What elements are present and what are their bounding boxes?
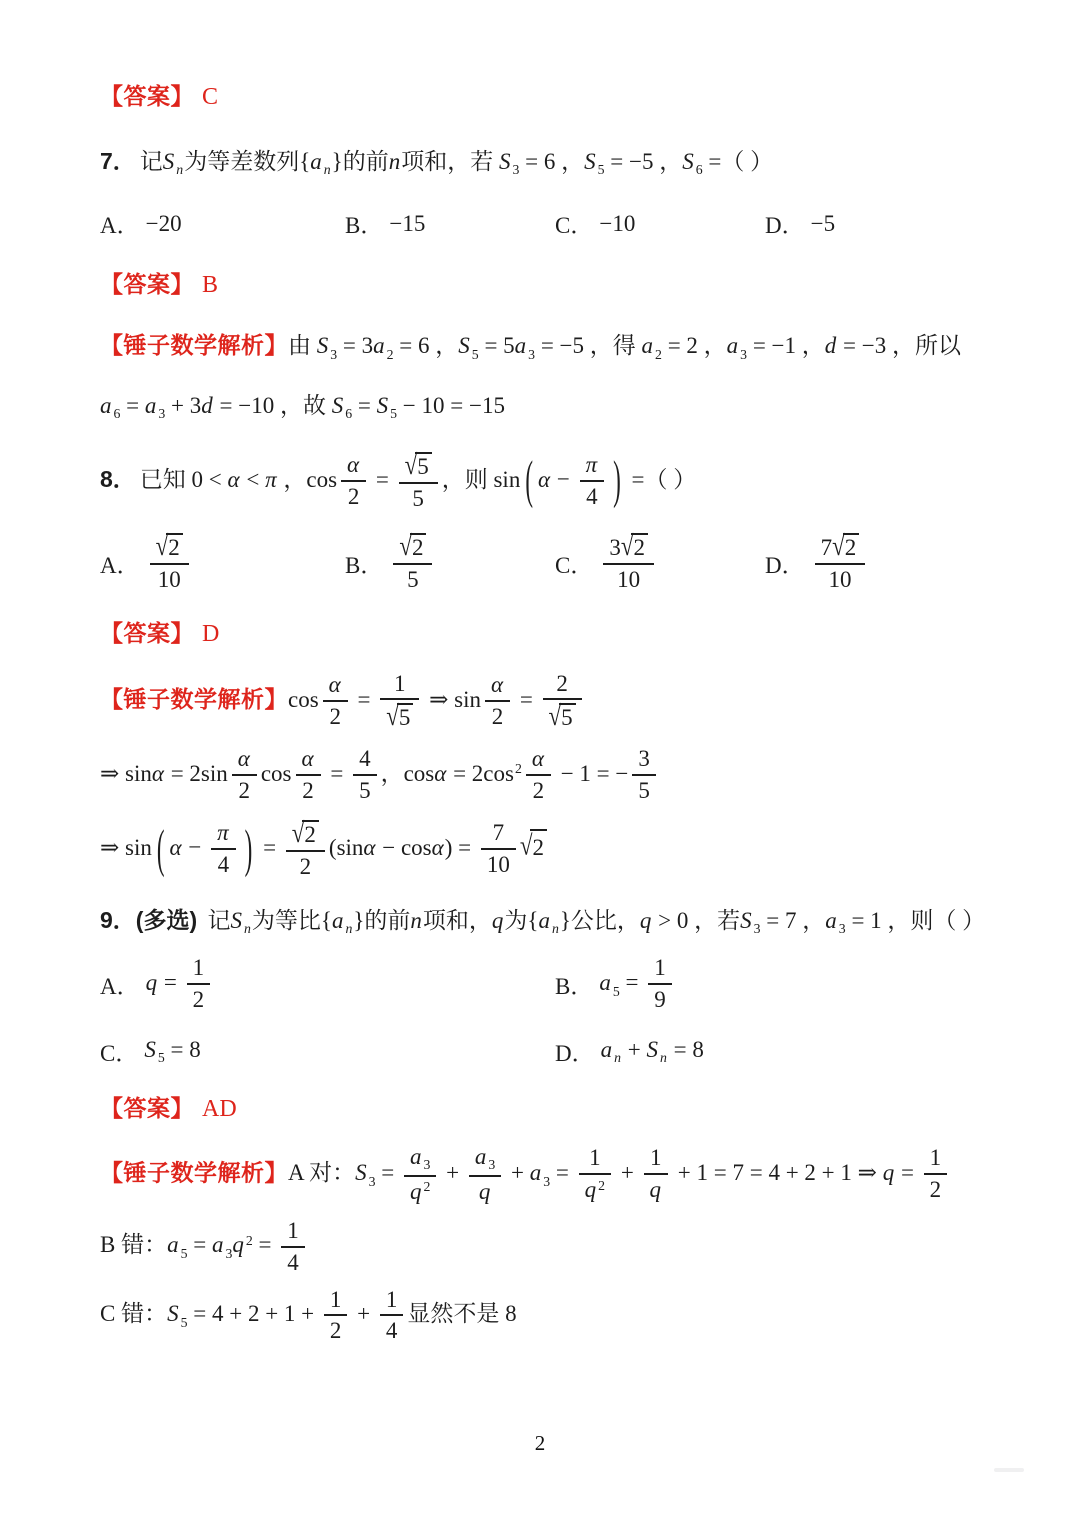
option-a-value: $\frac{√2}{10}$ bbox=[146, 533, 193, 593]
option-d-value: −5 bbox=[810, 210, 836, 236]
q8-analysis-line-1 bbox=[100, 672, 1010, 732]
answer-line-q7 bbox=[100, 268, 1010, 303]
option-c-value: S $_5$ = 8 bbox=[144, 1036, 201, 1066]
answer-value: C bbox=[202, 84, 219, 110]
option-a bbox=[100, 530, 345, 593]
answer-value: AD bbox=[202, 1096, 237, 1123]
option-c-label: C． bbox=[100, 1041, 139, 1067]
option-b-value: $\frac{√2}{5}$ bbox=[389, 533, 436, 593]
question-7-number: 7． bbox=[100, 147, 136, 174]
q9-analysis-math-3: C 错：S $_5$ = 4 + 2 + 1 + $\frac{1}{2}$ + $\frac{1}{4}$ 显然不是 8 bbox=[100, 1286, 517, 1344]
option-d bbox=[555, 1035, 1010, 1068]
question-7-options bbox=[100, 207, 1010, 240]
q9-analysis-line-2 bbox=[100, 1219, 1010, 1276]
q7-analysis-line-1 bbox=[100, 329, 1010, 364]
analysis-label: 【锤子数学解析】 bbox=[100, 685, 288, 712]
option-b-label: B． bbox=[555, 974, 594, 1000]
answer-label: 【答案】 bbox=[100, 619, 194, 646]
q9-analysis-line-1 bbox=[100, 1145, 1010, 1205]
option-a-value: −20 bbox=[145, 210, 182, 236]
analysis-label: 【锤子数学解析】 bbox=[100, 1159, 288, 1186]
option-d-label: D． bbox=[765, 552, 805, 578]
question-8-number: 8． bbox=[100, 465, 136, 492]
question-9-text: 记S $_n$为等比{a $_n$}的前n项和，q为{a $_n$}公比，q > 0 ，若S $_3$ = 7 ，a $_3$ = 1 ，则（ ） bbox=[207, 907, 986, 937]
question-9-options-row-1 bbox=[100, 956, 1010, 1013]
answer-line-q8 bbox=[100, 617, 1010, 652]
q8-analysis-line-3 bbox=[100, 817, 1010, 880]
option-a-label: A． bbox=[100, 552, 140, 578]
option-a bbox=[100, 956, 555, 1013]
option-b bbox=[345, 530, 555, 593]
option-b-label: B． bbox=[345, 552, 384, 578]
q9-analysis-line-3 bbox=[100, 1288, 1010, 1345]
option-d-label: D． bbox=[765, 213, 805, 239]
option-a bbox=[100, 207, 345, 240]
q8-analysis-math-2: ⇒ sinα = 2sin $\frac{\alpha}{2}$ cos $\frac{\alpha}{2}$ = $\frac{4}{5}$ ，$\cos\alpha = 2\cos^2$ $\frac{\alpha}{2}$ − 1 = − $\frac{3}{5}$ bbox=[100, 761, 660, 786]
option-b-value: a $_5$ = $\frac{1}{9}$ bbox=[599, 956, 675, 1013]
option-d-label: D． bbox=[555, 1041, 595, 1067]
question-8-stem bbox=[100, 449, 1010, 512]
option-c bbox=[555, 207, 765, 240]
option-a-label: A． bbox=[100, 213, 140, 239]
option-b bbox=[555, 956, 1010, 1013]
option-d bbox=[765, 530, 1010, 593]
question-9-options-row-2 bbox=[100, 1035, 1010, 1068]
answer-label: 【答案】 bbox=[100, 83, 194, 109]
q7-analysis-math-2: a $_6$ = a $_3$ + 3d = −10 ，故 S $_6$ = S $_5$ − 10 = −15 bbox=[100, 392, 505, 422]
answer-line-q9 bbox=[100, 1092, 1010, 1127]
q7-analysis-math-1: 由 S $_3$ = 3a $_2$ = 6 ，S $_5$ = 5a $_3$ = −5 ，得 a $_2$ = 2 ，a $_3$ = −1 ，d = −3 ，所以 bbox=[288, 333, 961, 362]
question-8-text: 已知 0 < α < π ，cos $\frac{\alpha}{2}$ = $\frac{√5}{5}$ ，则 sin ( α − $\frac{\pi}{4}$ ) =（ ） bbox=[139, 449, 697, 511]
q7-analysis-line-2 bbox=[100, 390, 1010, 424]
option-d-value: $\frac{7√2}{10}$ bbox=[811, 533, 870, 593]
q8-analysis-math-1: cos $\frac{\alpha}{2}$ = $\frac{1}{√5}$ ⇒ sin $\frac{\alpha}{2}$ = $\frac{2}{√5}$ bbox=[288, 687, 586, 712]
option-c-value: −10 bbox=[599, 210, 636, 236]
answer-label: 【答案】 bbox=[100, 271, 194, 298]
option-b-value: −15 bbox=[389, 210, 426, 236]
question-9-number: 9．(多选) bbox=[100, 906, 204, 933]
q8-analysis-line-2 bbox=[100, 747, 1010, 804]
option-c-label: C． bbox=[555, 213, 594, 239]
option-c-value: $\frac{3√2}{10}$ bbox=[599, 533, 658, 593]
question-8-options bbox=[100, 530, 1010, 593]
analysis-label: 【锤子数学解析】 bbox=[100, 332, 288, 359]
option-b-label: B． bbox=[345, 213, 384, 239]
watermark-mark bbox=[994, 1468, 1024, 1472]
answer-line-previous bbox=[100, 80, 1010, 115]
answer-label: 【答案】 bbox=[100, 1095, 194, 1122]
option-a-value: q = $\frac{1}{2}$ bbox=[146, 956, 214, 1013]
option-a-label: A． bbox=[100, 974, 140, 1000]
option-c bbox=[100, 1035, 555, 1068]
question-9-stem bbox=[100, 904, 1010, 939]
option-b bbox=[345, 207, 555, 240]
page-number: 2 bbox=[534, 1431, 546, 1455]
option-c-label: C． bbox=[555, 552, 594, 578]
option-d-value: a $_n$ + S $_n$ = 8 bbox=[600, 1036, 704, 1066]
answer-value: B bbox=[202, 272, 219, 299]
question-7-text: 记S $_n$为等差数列{a $_n$}的前n项和，若 S $_3$ = 6 ，S $_5$ = −5 ，S $_6$ =（ ） bbox=[139, 148, 774, 178]
option-d bbox=[765, 207, 1010, 240]
option-c bbox=[555, 530, 765, 593]
answer-value: D bbox=[202, 620, 220, 647]
q8-analysis-math-3: ⇒ sin ( α − $\frac{\pi}{4}$ ) = $\frac{√2}{2}$ (sinα − cosα) = $\frac{7}{10}$ √2 bbox=[100, 835, 547, 860]
question-7-stem bbox=[100, 145, 1010, 180]
q9-analysis-math-1: A 对：S $_3$ = $\frac{a _3}{q ^2}$ + $\frac{a _3}{q}$ + a $_3$ = $\frac{1}{q ^2}$ + $\frac{1}{q}$ + 1 = 7 = 4 + 2 + 1 ⇒ q = $\frac{1}{2}$ bbox=[288, 1160, 951, 1185]
q9-analysis-math-2: B 错：a $_5$ = a $_3$q $^2$ = $\frac{1}{4}$ bbox=[100, 1232, 309, 1257]
